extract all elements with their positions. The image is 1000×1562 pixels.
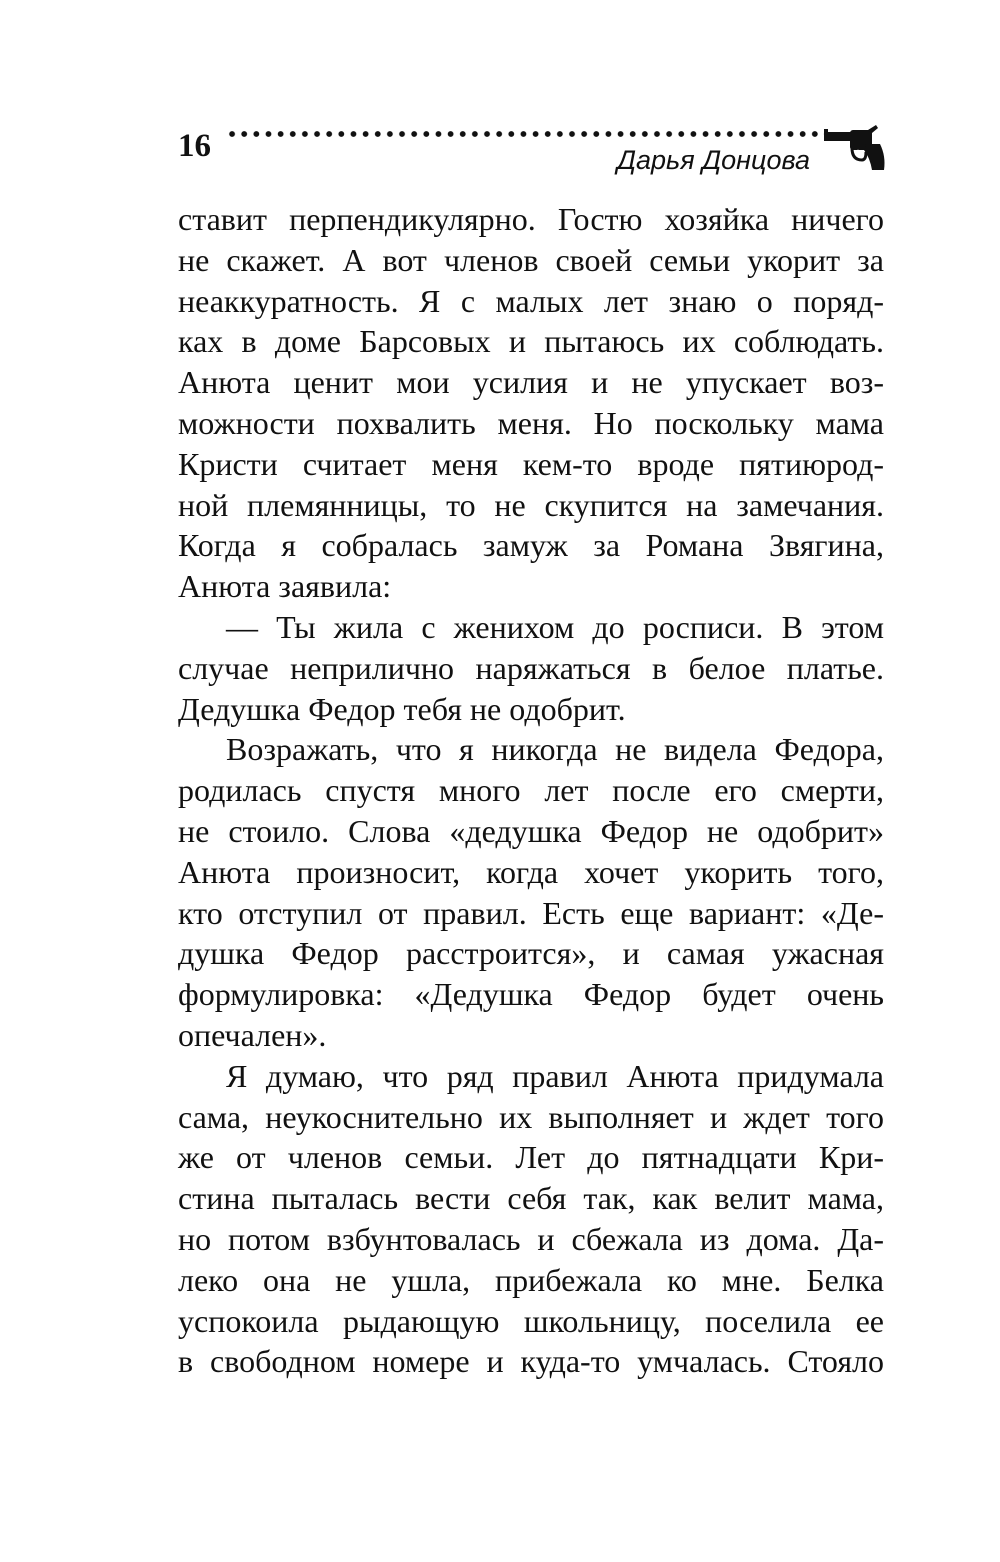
text-line: же от членов семьи. Лет до пятнадцати Кри- bbox=[178, 1139, 884, 1176]
text-line: Дедушка Федор тебя не одобрит. bbox=[178, 690, 626, 727]
text-line: Я думаю, что ряд правил Анюта придумала bbox=[226, 1057, 884, 1094]
text-line: Анюта ценит мои усилия и не упускает воз- bbox=[178, 364, 884, 401]
text-line: Анюта произносит, когда хочет укорить того, bbox=[178, 853, 884, 890]
text-line: в свободном номере и куда-то умчалась. Стояло bbox=[178, 1343, 884, 1380]
text-line: успокоила рыдающую школьницу, поселила ее bbox=[178, 1302, 884, 1339]
text-line: формулировка: «Дедушка Федор будет очень bbox=[178, 976, 884, 1013]
text-line: не стоило. Слова «дедушка Федор не одобрит» bbox=[178, 812, 884, 849]
dot-leader bbox=[226, 129, 828, 139]
author-name: Дарья Донцова bbox=[616, 145, 810, 175]
text-line: случае неприлично наряжаться в белое платье. bbox=[178, 649, 884, 686]
text-line: леко она не ушла, прибежала ко мне. Белка bbox=[178, 1261, 884, 1298]
text-line: — Ты жила с женихом до росписи. В этом bbox=[226, 608, 884, 645]
text-line: родилась спустя много лет после его смерти, bbox=[178, 772, 884, 809]
text-line: опечален». bbox=[178, 1016, 327, 1053]
revolver-icon bbox=[822, 124, 888, 172]
text-line: сама, неукоснительно их выполняет и ждет того bbox=[178, 1098, 884, 1135]
text-line: душка Федор расстроится», и самая ужасная bbox=[178, 935, 884, 972]
text-line: но потом взбунтовалась и сбежала из дома. Да- bbox=[178, 1220, 884, 1257]
text-line: Когда я собралась замуж за Романа Звягина, bbox=[178, 527, 884, 564]
body-text bbox=[178, 199, 884, 1382]
text-line: Анюта заявила: bbox=[178, 568, 392, 605]
text-line: Возражать, что я никогда не видела Федора, bbox=[226, 731, 884, 768]
text-line: ках в доме Барсовых и пытаюсь их соблюдать. bbox=[178, 323, 884, 360]
text-line: ной племянницы, то не скупится на замечания. bbox=[178, 486, 884, 523]
text-line: неаккуратность. Я с малых лет знаю о поряд- bbox=[178, 282, 884, 319]
text-line: кто отступил от правил. Есть еще вариант: «Де- bbox=[178, 894, 884, 931]
text-line: не скажет. А вот членов своей семьи укорит за bbox=[178, 241, 884, 278]
text-line: Кристи считает меня кем-то вроде пятиюрод- bbox=[178, 445, 884, 482]
text-line: стина пыталась вести себя так, как велит мама, bbox=[178, 1180, 884, 1217]
text-line: можности похвалить меня. Но поскольку мама bbox=[178, 404, 884, 441]
text-line: ставит перпендикулярно. Гостю хозяйка ничего bbox=[178, 201, 884, 237]
page-number: 16 bbox=[178, 128, 211, 164]
